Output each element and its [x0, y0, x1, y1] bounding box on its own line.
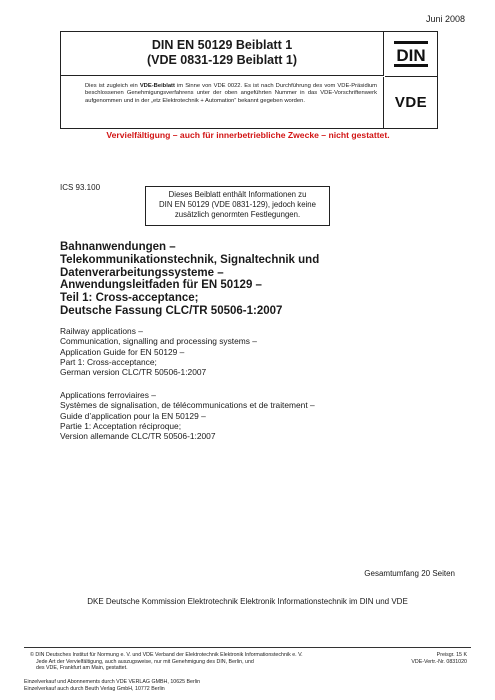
- reproduction-notice: Vervielfältigung – auch für innerbetriebliche Zwecke – nicht gestattet.: [106, 130, 390, 140]
- english-title: [60, 326, 440, 377]
- ics-code: ICS 93.100: [60, 183, 101, 192]
- french-title-line: Partie 1: Acceptation réciproque;: [60, 420, 182, 431]
- german-title-line: Teil 1: Cross-acceptance;: [60, 292, 199, 305]
- french-title-line: Systèmes de signalisation, de télécommunications et de traitement –: [60, 400, 315, 411]
- vde-note-prefix: Dies ist zugleich ein: [85, 83, 140, 89]
- header-box: [60, 31, 438, 129]
- title-line-2: (VDE 0831-129 Beiblatt 1): [146, 53, 298, 67]
- vde-note-rest: im Sinne von VDE 0022. Es ist nach Durchführung des vom VDE-Präsidium beschlossenen Genehmigungsverfahrens unter der oben angeführten Nummer in das VDE-Vorschriftenwerk aufgenommen und in der „etz Elektrotechnik + Automation“ bekannt gegeben worden.: [85, 83, 378, 104]
- english-title-line: Communication, signalling and processing systems –: [60, 336, 257, 347]
- price-info: [411, 652, 467, 665]
- vde-logo-cell: [385, 77, 437, 128]
- document-title: [61, 32, 384, 76]
- price-group: Preisgr. 15 K: [436, 652, 467, 658]
- german-title-line: Bahnanwendungen –: [60, 241, 176, 253]
- vde-note: [61, 77, 384, 128]
- copyright-line: © DIN Deutsches Institut für Normung e. V. und VDE Verband der Elektrotechnik Elektronik Informationstechnik e. V.: [30, 652, 303, 658]
- german-title-line: Deutsche Fassung CLC/TR 50506-1:2007: [60, 304, 283, 317]
- french-title-line: Version allemande CLC/TR 50506-1:2007: [60, 431, 216, 442]
- german-title-line: Datenverarbeitungssysteme –: [60, 266, 224, 279]
- title-line-1: DIN EN 50129 Beiblatt 1: [151, 38, 293, 52]
- din-logo: [393, 40, 429, 68]
- vde-note-bold: VDE-Beiblatt: [139, 83, 175, 89]
- info-box: [145, 186, 330, 226]
- copyright-line: Jede Art der Vervielfältigung, auch auszugsweise, nur mit Genehmigung des DIN, Berlin, und: [36, 658, 254, 665]
- din-logo-text: DIN: [396, 46, 426, 65]
- french-title: [60, 390, 460, 441]
- english-title-line: Part 1: Cross-acceptance;: [60, 356, 157, 367]
- din-logo-cell: [385, 32, 437, 77]
- committee-line: DKE Deutsche Kommission Elektrotechnik Elektronik Informationstechnik im DIN und VDE: [87, 597, 408, 606]
- french-title-line: Guide d’application pour la EN 50129 –: [60, 410, 206, 421]
- info-line-1: Dieses Beiblatt enthält Informationen zu: [168, 190, 307, 199]
- info-line-3: zusätzlich genormten Festlegungen.: [174, 210, 301, 219]
- sales-info: [24, 679, 200, 692]
- vde-logo: VDE: [394, 94, 428, 111]
- german-title-line: Anwendungsleitfaden für EN 50129 –: [60, 279, 262, 292]
- issue-date: Juni 2008: [425, 14, 465, 24]
- info-line-2: DIN EN 50129 (VDE 0831-129), jedoch keine: [159, 200, 316, 209]
- english-title-line: Application Guide for EN 50129 –: [60, 346, 185, 357]
- sales-line: Einzelverkauf auch durch Beuth Verlag GmbH, 10772 Berlin: [24, 685, 165, 692]
- vde-order-number: VDE-Vertr.-Nr. 0831020: [411, 658, 467, 665]
- sales-line: Einzelverkauf und Abonnements durch VDE VERLAG GMBH, 10625 Berlin: [24, 679, 201, 685]
- english-title-line: Railway applications –: [60, 326, 143, 336]
- total-pages: Gesamtumfang 20 Seiten: [364, 569, 455, 578]
- french-title-line: Applications ferroviaires –: [60, 390, 156, 400]
- german-title-line: Telekommunikationstechnik, Signaltechnik und: [60, 253, 320, 266]
- copyright-line: des VDE, Frankfurt am Main, gestattet.: [36, 665, 128, 672]
- german-title: [60, 241, 440, 318]
- english-title-line: German version CLC/TR 50506-1:2007: [60, 367, 207, 378]
- copyright-notice: [30, 652, 390, 672]
- footer-divider: [24, 647, 471, 648]
